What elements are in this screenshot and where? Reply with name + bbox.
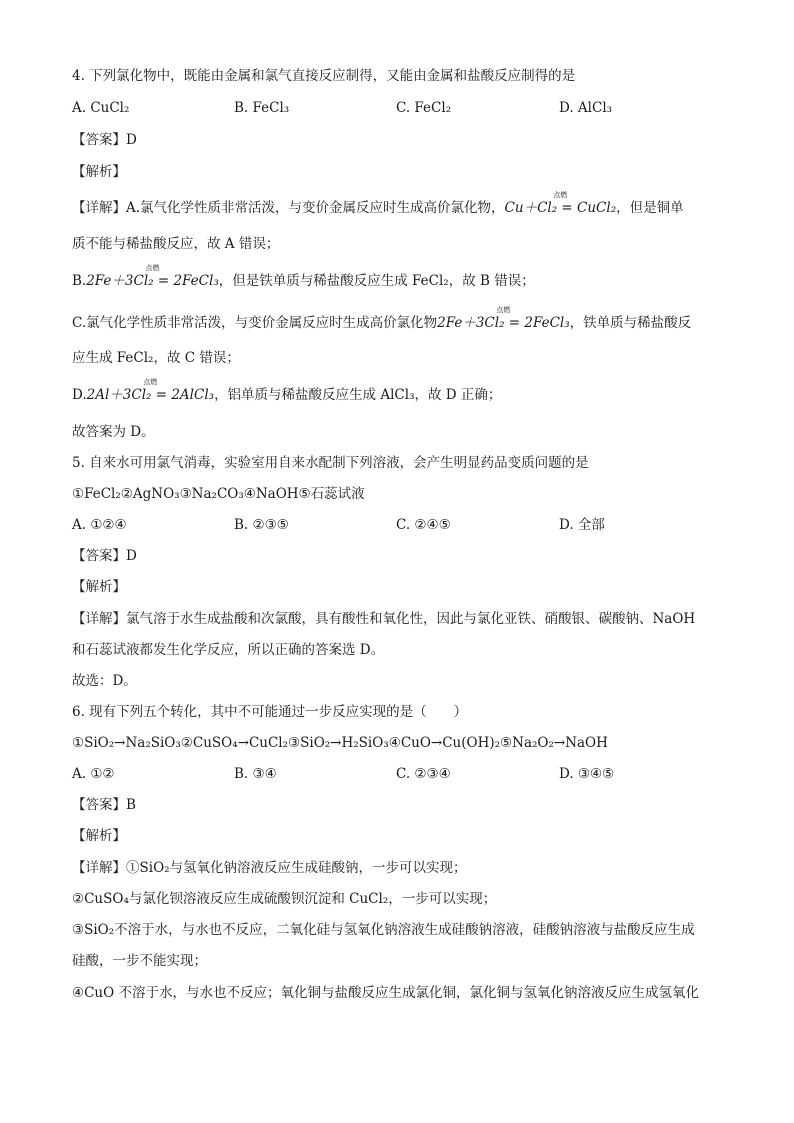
q6-stem: 6. 现有下列五个转化，其中不可能通过一步反应实现的是（ ）	[72, 704, 468, 720]
q5-analysis-label: 【解析】	[72, 579, 126, 595]
q6-detail-line5: ④CuO 不溶于水，与水也不反应；氧化铜与盐酸反应生成氯化铜，氯化铜与氢氧化钠溶液反应生成氢氧化	[72, 985, 699, 1001]
q6-detail-line2: ②CuSO₄与氯化钡溶液反应生成硫酸钡沉淀和 CuCl₂，一步可以实现；	[72, 891, 497, 907]
q5-conclusion: 故选：D。	[72, 673, 137, 689]
equation-a: 点燃 Cu＋Cl₂ = CuCl₂	[504, 191, 617, 216]
q5-items: ①FeCl₂②AgNO₃③Na₂CO₃④NaOH⑤石蕊试液	[72, 486, 365, 502]
q5-option-c: C. ②④⑤	[396, 517, 451, 533]
condition-label: 点燃	[553, 191, 568, 199]
q4-detail-d: D. 点燃 2Al＋3Cl₂ = 2AlCl₃，铝单质与稀盐酸反应生成 AlCl₃，故 D 正确；	[72, 378, 502, 403]
equation-b: 点燃 2Fe＋3Cl₂ = 2FeCl₃	[86, 264, 219, 289]
q4-detail-b: B. 点燃 2Fe＋3Cl₂ = 2FeCl₃，但是铁单质与稀盐酸反应生成 FeCl₂，故 B 错误；	[72, 264, 535, 289]
q6-option-b: B. ③④	[234, 766, 277, 782]
q6-detail-line3: ③SiO₂不溶于水，与水也不反应，二氧化硅与氢氧化钠溶液生成硅酸钠溶液，硅酸钠溶液与盐酸反应生成	[72, 922, 695, 938]
q4-detail-a-line2: 质不能与稀盐酸反应，故 A 错误；	[72, 236, 280, 252]
q6-answer: 【答案】B	[72, 797, 136, 813]
q4-options	[72, 99, 732, 117]
q4-detail-a-text: 【详解】A.氯气化学性质非常活泼，与变价金属反应时生成高价氯化物，	[72, 200, 505, 216]
q5-detail-line1: 【详解】氯气溶于水生成盐酸和次氯酸，具有酸性和氧化性，因此与氯化亚铁、硝酸银、碳酸钠、NaOH	[72, 611, 696, 627]
q5-option-d: D. 全部	[559, 517, 605, 533]
q4-conclusion: 故答案为 D。	[72, 424, 155, 440]
q4-option-d: D. AlCl₃	[559, 100, 613, 116]
q6-option-d: D. ③④⑤	[559, 766, 615, 782]
q6-detail-line4: 硅酸，一步不能实现；	[72, 953, 207, 969]
q4-option-b: B. FeCl₃	[234, 100, 290, 116]
q4-detail-c-line2: 应生成 FeCl₂，故 C 错误；	[72, 350, 240, 366]
q6-option-a: A. ①②	[72, 766, 115, 782]
q5-answer: 【答案】D	[72, 548, 137, 564]
q6-items: ①SiO₂→Na₂SiO₃②CuSO₄→CuCl₂③SiO₂→H₂SiO₃④CuO→Cu(OH)₂⑤Na₂O₂→NaOH	[72, 735, 608, 751]
q6-option-c: C. ②③④	[396, 766, 451, 782]
equation-d: 点燃 2Al＋3Cl₂ = 2AlCl₃	[86, 378, 215, 403]
q4-analysis-label: 【解析】	[72, 164, 126, 180]
q5-option-a: A. ①②④	[72, 517, 127, 533]
equation-c: 点燃 2Fe＋3Cl₂ = 2FeCl₃	[437, 306, 570, 331]
q5-stem: 5. 自来水可用氯气消毒，实验室用自来水配制下列溶液，会产生明显药品变质问题的是	[72, 455, 589, 471]
q5-option-b: B. ②③⑤	[234, 517, 289, 533]
q4-detail-a-line1: 【详解】A.氯气化学性质非常活泼，与变价金属反应时生成高价氯化物， 点燃 Cu＋Cl₂ = CuCl₂，但是铜单	[72, 191, 684, 216]
q4-detail-c-line1: C.氯气化学性质非常活泼，与变价金属反应时生成高价氯化物 点燃 2Fe＋3Cl₂ = 2FeCl₃，铁单质与稀盐酸反	[72, 306, 692, 331]
q6-options	[72, 765, 732, 783]
q6-analysis-label: 【解析】	[72, 828, 126, 844]
q5-detail-line2: 和石蕊试液都发生化学反应，所以正确的答案选 D。	[72, 642, 385, 658]
q6-detail-line1: 【详解】①SiO₂与氢氧化钠溶液反应生成硅酸钠，一步可以实现；	[72, 860, 467, 876]
q4-option-c: C. FeCl₂	[396, 100, 452, 116]
q5-options	[72, 516, 732, 534]
q4-answer: 【答案】D	[72, 132, 137, 148]
q4-stem: 4. 下列氯化物中，既能由金属和氯气直接反应制得，又能由金属和盐酸反应制得的是	[72, 68, 576, 84]
q4-option-a: A. CuCl₂	[72, 100, 130, 116]
